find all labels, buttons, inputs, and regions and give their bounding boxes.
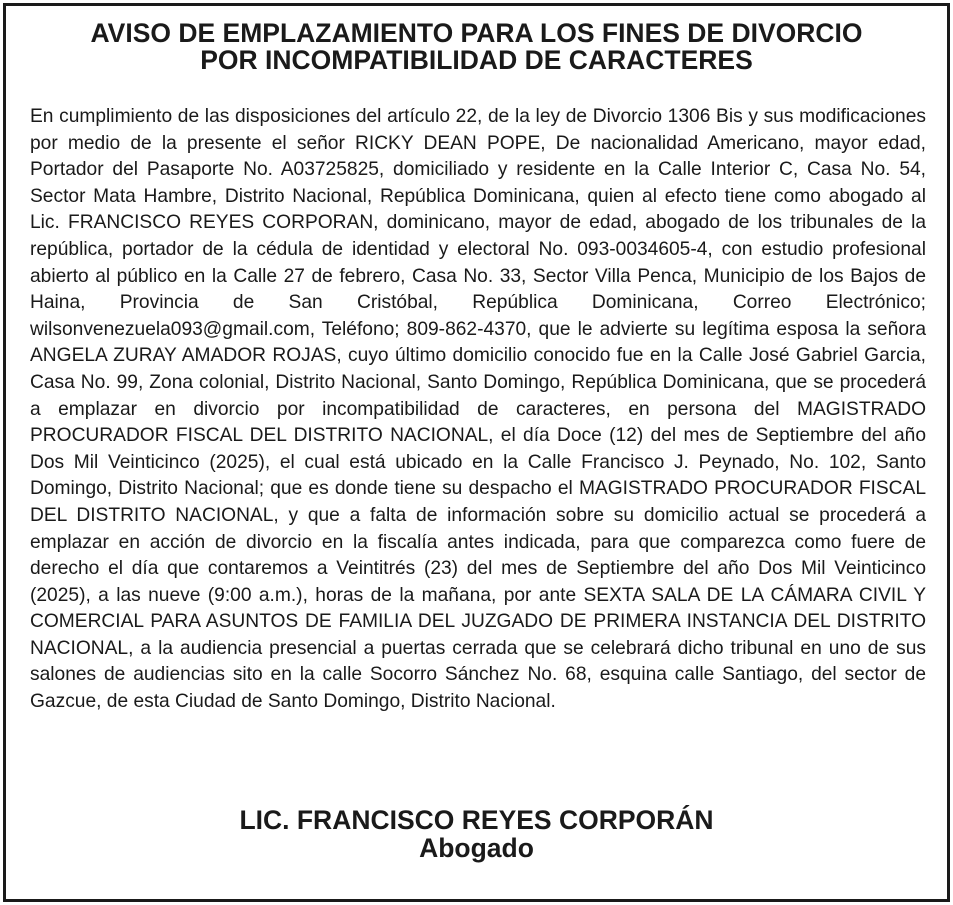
title-line-1: AVISO DE EMPLAZAMIENTO PARA LOS FINES DE DIVORCIO xyxy=(90,18,863,48)
signature-role: Abogado xyxy=(419,833,534,863)
notice-body: En cumplimiento de las disposiciones del artículo 22, de la ley de Divorcio 1306 Bis y sus modificaciones por medio de la presente el señor RICKY DEAN POPE, De nacionalidad Americano, mayor edad, Portador del Pasaporte No. A03725825, domiciliado y residente en la Calle Interior C, Casa No. 54, Sector Mata Hambre, Distrito Nacional, República Dominicana, quien al efecto tiene como abogado al Lic. FRANCISCO REYES CORPORAN, dominicano, mayor de edad, abogado de los tribunales de la república, portador de la cédula de identidad y electoral No. 093-0034605-4, con estudio profesional abierto al público en la Calle 27 de febrero, Casa No. 33, Sector Villa Penca, Municipio de los Bajos de Haina, Provincia de San Cristóbal, República Dominicana, Correo Electrónico; wilsonvenezuela093@gmail.com, Teléfono; 809-862-4370, que le advierte su legítima esposa la señora ANGELA ZURAY AMADOR ROJAS, cuyo último domicilio conocido fue en la Calle José Gabriel Garcia, Casa No. 99, Zona colonial, Distrito Nacional, Santo Domingo, República Dominicana, que se procederá a emplazar en divorcio por incompatibilidad de caracteres, en persona del MAGISTRADO PROCURADOR FISCAL DEL DISTRITO NACIONAL, el día Doce (12) del mes de Septiembre del año Dos Mil Veinticinco (2025), el cual está ubicado en la Calle Francisco J. Peynado, No. 102, Santo Domingo, Distrito Nacional; que es donde tiene su despacho el MAGISTRADO PROCURADOR FISCAL DEL DISTRITO NACIONAL, y que a falta de información sobre su domicilio actual se procederá a emplazar en acción de divorcio en la fiscalía antes indicada, para que comparezca como fuere de derecho el día que contaremos a Veintitrés (23) del mes de Septiembre del año Dos Mil Veinticinco (2025), a las nueve (9:00 a.m.), horas de la mañana, por ante SEXTA SALA DE LA CÁMARA CIVIL Y COMERCIAL PARA ASUNTOS DE FAMILIA DEL JUZGADO DE PRIMERA INSTANCIA DEL DISTRITO NACIONAL, a la audiencia presencial a puertas cerrada que se celebrará dicho tribunal en uno de sus salones de audiencias sito en la calle Socorro Sánchez No. 68, esquina calle Santiago, del sector de Gazcue, de esta Ciudad de Santo Domingo, Distrito Nacional. xyxy=(30,106,926,713)
signature-block xyxy=(6,806,947,862)
legal-notice xyxy=(3,3,950,902)
signature-name: LIC. FRANCISCO REYES CORPORÁN xyxy=(239,805,714,835)
notice-title xyxy=(6,20,947,74)
title-line-2: POR INCOMPATIBILIDAD DE CARACTERES xyxy=(200,45,753,75)
